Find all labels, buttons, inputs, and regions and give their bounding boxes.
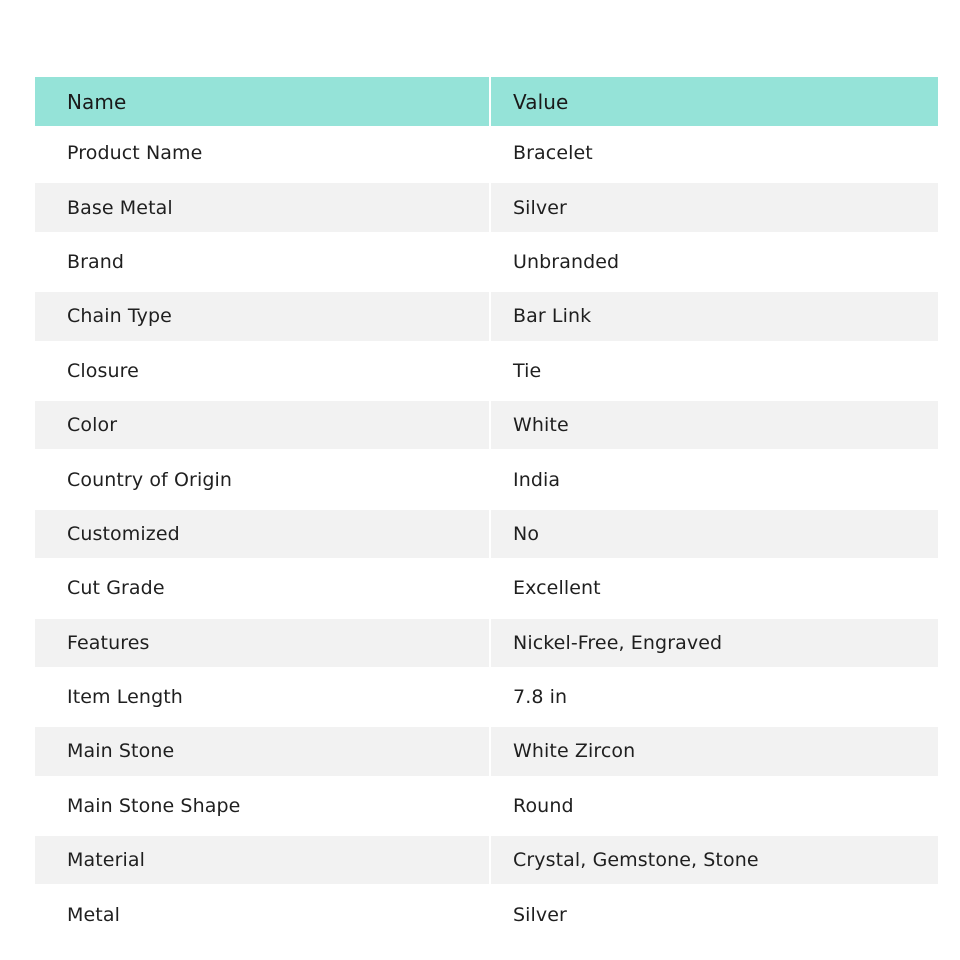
row-value-cell: Silver xyxy=(491,887,938,941)
table-row xyxy=(35,779,938,833)
row-name-cell: Product Name xyxy=(35,126,489,180)
row-name-cell: Country of Origin xyxy=(35,452,489,506)
row-value-cell: Silver xyxy=(491,183,938,231)
row-name-cell: Brand xyxy=(35,235,489,289)
row-value-cell: Bracelet xyxy=(491,126,938,180)
row-name-cell: Item Length xyxy=(35,670,489,724)
row-value-cell: White Zircon xyxy=(491,727,938,775)
row-value-cell: Excellent xyxy=(491,561,938,615)
table-row xyxy=(35,289,938,343)
table-row xyxy=(35,398,938,452)
row-value-cell: White xyxy=(491,401,938,449)
table-row xyxy=(35,670,938,724)
table-row xyxy=(35,180,938,234)
row-name-cell: Color xyxy=(35,401,489,449)
table-row xyxy=(35,887,938,941)
row-value-cell: Unbranded xyxy=(491,235,938,289)
table-row xyxy=(35,724,938,778)
row-name-cell: Base Metal xyxy=(35,183,489,231)
table-header-row xyxy=(35,77,938,126)
row-value-cell: Round xyxy=(491,779,938,833)
row-name-cell: Cut Grade xyxy=(35,561,489,615)
row-value-cell: Crystal, Gemstone, Stone xyxy=(491,836,938,884)
table-row xyxy=(35,616,938,670)
column-header-value: Value xyxy=(491,77,938,126)
row-value-cell: India xyxy=(491,452,938,506)
row-value-cell: Tie xyxy=(491,344,938,398)
row-value-cell: No xyxy=(491,510,938,558)
table-row xyxy=(35,833,938,887)
row-value-cell: Bar Link xyxy=(491,292,938,340)
table-row xyxy=(35,561,938,615)
table-row xyxy=(35,235,938,289)
row-value-cell: 7.8 in xyxy=(491,670,938,724)
table-row xyxy=(35,344,938,398)
row-name-cell: Chain Type xyxy=(35,292,489,340)
table-row xyxy=(35,126,938,180)
row-value-cell: Nickel-Free, Engraved xyxy=(491,619,938,667)
row-name-cell: Features xyxy=(35,619,489,667)
row-name-cell: Main Stone Shape xyxy=(35,779,489,833)
table-row xyxy=(35,507,938,561)
row-name-cell: Metal xyxy=(35,887,489,941)
row-name-cell: Closure xyxy=(35,344,489,398)
column-header-name: Name xyxy=(35,77,489,126)
row-name-cell: Main Stone xyxy=(35,727,489,775)
row-name-cell: Customized xyxy=(35,510,489,558)
table-row xyxy=(35,452,938,506)
row-name-cell: Material xyxy=(35,836,489,884)
attributes-table xyxy=(35,77,938,942)
